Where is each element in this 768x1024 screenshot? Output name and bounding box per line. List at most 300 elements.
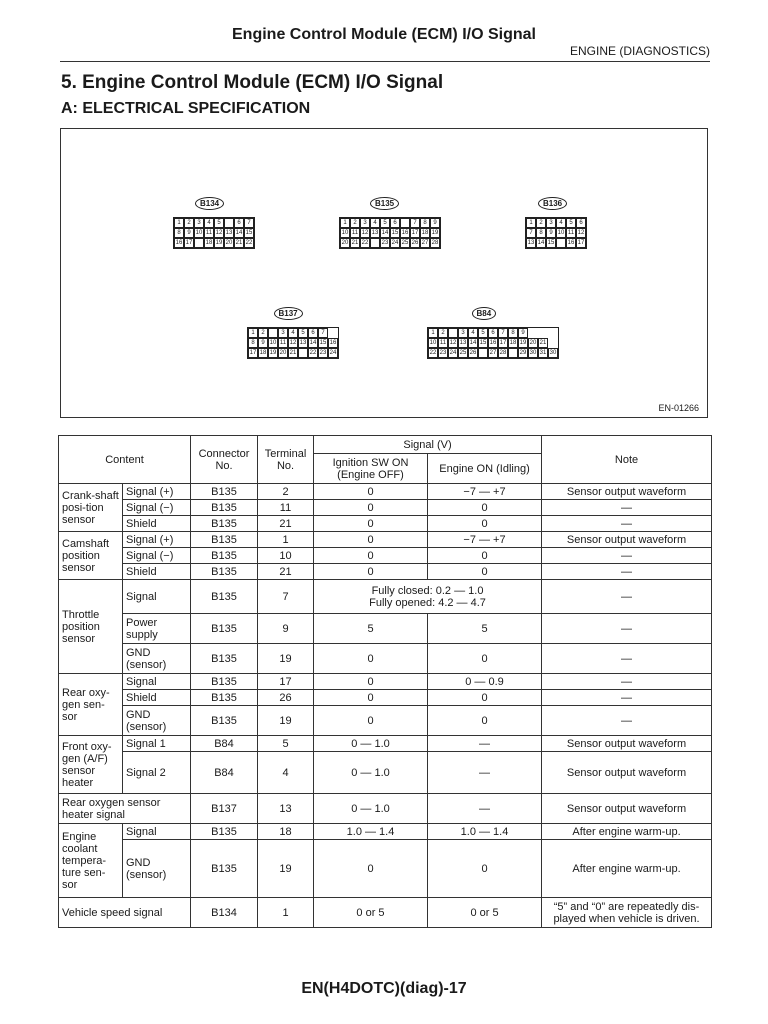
content-name: Throttle position sensor — [59, 580, 123, 674]
terminal-no: 19 — [258, 840, 314, 898]
header-connector: Connector No. — [191, 436, 258, 484]
connector-pin: 12 — [577, 230, 585, 236]
content-name: Rear oxy-gen sen-sor — [59, 674, 123, 736]
header-engine-on: Engine ON (Idling) — [428, 454, 542, 484]
pin-row — [248, 338, 338, 348]
connector-pin: 17 — [499, 340, 507, 346]
connector-pin: 2 — [258, 328, 268, 338]
note: “5” and “0” are repeatedly dis-played when vehicle is driven. — [542, 898, 712, 928]
signal-ignition-on: 0 — [314, 548, 428, 564]
connector-pin: 15 — [319, 340, 327, 346]
content-subitem: Shield — [123, 564, 191, 580]
connector-pin: 23 — [381, 240, 389, 246]
connector-pin: 2 — [536, 218, 546, 228]
terminal-no: 13 — [258, 794, 314, 824]
connector-pin — [370, 238, 380, 248]
signal-engine-on: 0 — [428, 500, 542, 516]
content-name: Crank-shaft posi-tion sensor — [59, 484, 123, 532]
content-name: Camshaft position sensor — [59, 532, 123, 580]
table-row — [59, 580, 712, 614]
signal-engine-on: 0 — [428, 644, 542, 674]
signal-ignition-on: 5 — [314, 614, 428, 644]
connector-no: B135 — [191, 548, 258, 564]
connector-pin: 20 — [279, 350, 287, 356]
connector-no: B135 — [191, 580, 258, 614]
connector-pin: 14 — [309, 340, 317, 346]
connector-pin: 20 — [529, 340, 537, 346]
connector-pin: 6 — [390, 218, 400, 228]
connector-pin: 16 — [175, 240, 183, 246]
connector-pin: 17 — [249, 350, 257, 356]
pin-row — [340, 228, 440, 238]
table-row — [59, 532, 712, 548]
content-name: Vehicle speed signal — [59, 898, 191, 928]
connector-pin: 8 — [248, 338, 258, 348]
header-signal: Signal (V) — [314, 436, 542, 454]
connector-pin: 24 — [391, 240, 399, 246]
table-row — [59, 548, 712, 564]
connector-pin: 13 — [459, 340, 467, 346]
connector-pin: 17 — [411, 230, 419, 236]
signal-ignition-on: 0 — [314, 644, 428, 674]
content-subitem: Signal (+) — [123, 532, 191, 548]
signal-ignition-on: 0 — [314, 484, 428, 500]
page-header-section: ENGINE (DIAGNOSTICS) — [569, 44, 710, 58]
connector-pin: 3 — [360, 218, 370, 228]
signal-engine-on: −7 — +7 — [428, 484, 542, 500]
connector-pin: 16 — [489, 340, 497, 346]
connector-pin: 20 — [225, 240, 233, 246]
signal-ignition-on: 0 — [314, 674, 428, 690]
connector-pin: 3 — [194, 218, 204, 228]
pin-row — [526, 238, 586, 248]
pin-row — [526, 218, 586, 228]
connector-pin: 15 — [245, 230, 253, 236]
signal-ignition-on: 0 — [314, 500, 428, 516]
signal-engine-on: — — [428, 752, 542, 794]
pin-row — [340, 238, 440, 248]
note: — — [542, 580, 712, 614]
connector-pin: 9 — [184, 228, 194, 238]
connector-pin: 26 — [411, 240, 419, 246]
connector-pin — [224, 218, 234, 228]
connector-label: B136 — [538, 197, 567, 210]
connector-pin: 28 — [499, 350, 507, 356]
connector-pin: 3 — [458, 328, 468, 338]
terminal-no: 19 — [258, 706, 314, 736]
connector-pin: 5 — [298, 328, 308, 338]
signal-ignition-on: 0 or 5 — [314, 898, 428, 928]
connector-no: B84 — [191, 736, 258, 752]
diagram-code: EN-01266 — [658, 403, 699, 413]
table-row — [59, 736, 712, 752]
connector-pin-block — [247, 327, 339, 359]
pin-row — [248, 328, 338, 338]
connector-pin: 19 — [431, 230, 439, 236]
terminal-no: 2 — [258, 484, 314, 500]
connector-pin: 7 — [318, 328, 328, 338]
connector-pin: 8 — [508, 328, 518, 338]
connector-pin: 18 — [421, 230, 429, 236]
content-subitem: Shield — [123, 516, 191, 532]
pin-row — [340, 218, 440, 228]
connector-label: B134 — [195, 197, 224, 210]
connector-pin: 19 — [215, 240, 223, 246]
note: — — [542, 614, 712, 644]
header-content: Content — [59, 436, 191, 484]
connector-no: B135 — [191, 706, 258, 736]
signal-merged: Fully closed: 0.2 — 1.0 Fully opened: 4.2 — 4.7 — [314, 580, 542, 614]
connector-pin: 10 — [341, 230, 349, 236]
connector-pin: 6 — [488, 328, 498, 338]
subsection-title: A: ELECTRICAL SPECIFICATION — [61, 100, 311, 117]
note: — — [542, 690, 712, 706]
connector-pin: 19 — [519, 340, 527, 346]
connector-pin: 6 — [308, 328, 318, 338]
note: — — [542, 564, 712, 580]
content-name: Engine coolant tempera-ture sen-sor — [59, 824, 123, 898]
connector-pin — [478, 348, 488, 358]
connector-pin: 1 — [174, 218, 184, 228]
terminal-no: 11 — [258, 500, 314, 516]
signal-engine-on: 0 — [428, 564, 542, 580]
connector-pin: 22 — [361, 240, 369, 246]
signal-ignition-on: 0 — [314, 532, 428, 548]
connector-pin: 7 — [410, 218, 420, 228]
content-subitem: Signal (+) — [123, 484, 191, 500]
pin-row — [428, 338, 558, 348]
terminal-no: 21 — [258, 516, 314, 532]
connector-pin: 11 — [205, 230, 213, 236]
connector-pin: 10 — [269, 340, 277, 346]
connector-pin: 13 — [371, 230, 379, 236]
connector-pin — [194, 238, 204, 248]
signal-ignition-on: 0 — 1.0 — [314, 752, 428, 794]
signal-ignition-on: 0 — 1.0 — [314, 794, 428, 824]
connector-pin: 13 — [299, 340, 307, 346]
table-row — [59, 824, 712, 840]
connector-pin: 17 — [577, 240, 585, 246]
connector-pin: 22 — [245, 240, 253, 246]
connector-pin: 26 — [469, 350, 477, 356]
content-subitem: Signal (−) — [123, 548, 191, 564]
pin-row — [526, 228, 586, 238]
connector-pin — [268, 328, 278, 338]
connector-pin — [400, 218, 410, 228]
terminal-no: 9 — [258, 614, 314, 644]
connector-pin: 23 — [439, 350, 447, 356]
connector-pin — [448, 328, 458, 338]
connector-pin: 24 — [329, 350, 337, 356]
signal-ignition-on: 0 — [314, 516, 428, 532]
signal-ignition-on: 0 — [314, 840, 428, 898]
connector-pin: 28 — [431, 240, 439, 246]
table-row — [59, 564, 712, 580]
terminal-no: 1 — [258, 898, 314, 928]
connector-pin: 5 — [380, 218, 390, 228]
connector-pin: 7 — [526, 228, 536, 238]
connector-pin: 31 — [539, 350, 547, 356]
connector-pin: 18 — [205, 240, 213, 246]
connector-pin: 5 — [214, 218, 224, 228]
terminal-no: 19 — [258, 644, 314, 674]
connector-pin: 25 — [459, 350, 467, 356]
connector-pin: 27 — [489, 350, 497, 356]
table-row — [59, 898, 712, 928]
connector-pin: 25 — [401, 240, 409, 246]
terminal-no: 26 — [258, 690, 314, 706]
content-subitem: Signal — [123, 580, 191, 614]
connector-pin: 10 — [429, 340, 437, 346]
content-name: Front oxy-gen (A/F) sensor heater — [59, 736, 123, 794]
content-subitem: Signal — [123, 674, 191, 690]
connector-pin: 23 — [319, 350, 327, 356]
connector-pin: 13 — [527, 240, 535, 246]
connector-pin: 4 — [556, 218, 566, 228]
signal-engine-on: 1.0 — 1.4 — [428, 824, 542, 840]
note: Sensor output waveform — [542, 532, 712, 548]
connector-pin: 9 — [546, 228, 556, 238]
connector-pin: 13 — [225, 230, 233, 236]
note: — — [542, 548, 712, 564]
pin-row — [174, 228, 254, 238]
signal-engine-on: 0 — 0.9 — [428, 674, 542, 690]
connector-pin: 22 — [309, 350, 317, 356]
connector-pin: 1 — [248, 328, 258, 338]
connector-no: B135 — [191, 824, 258, 840]
note: Sensor output waveform — [542, 736, 712, 752]
connector-pin: 8 — [536, 228, 546, 238]
connector-pin: 8 — [174, 228, 184, 238]
connector-pin: 10 — [195, 230, 203, 236]
connector-no: B84 — [191, 752, 258, 794]
connector-pin: 30 — [529, 350, 537, 356]
terminal-no: 7 — [258, 580, 314, 614]
connector-pin: 2 — [438, 328, 448, 338]
terminal-no: 1 — [258, 532, 314, 548]
connector-no: B135 — [191, 644, 258, 674]
connector-pin — [298, 348, 308, 358]
connector-pin: 8 — [420, 218, 430, 228]
terminal-no: 17 — [258, 674, 314, 690]
connector-pin: 18 — [259, 350, 267, 356]
note: Sensor output waveform — [542, 484, 712, 500]
connector-pin: 12 — [361, 230, 369, 236]
page-header-title: Engine Control Module (ECM) I/O Signal — [232, 26, 536, 43]
connector-pin: 4 — [468, 328, 478, 338]
connector-pin: 1 — [340, 218, 350, 228]
signal-ignition-on: 0 — [314, 690, 428, 706]
connector-label: B84 — [472, 307, 497, 320]
connector-pin: 30 — [549, 350, 557, 356]
signal-ignition-on: 0 — [314, 564, 428, 580]
connector-pin: 12 — [449, 340, 457, 346]
connector-no: B135 — [191, 614, 258, 644]
connector-pin: 4 — [288, 328, 298, 338]
header-ignition-on: Ignition SW ON (Engine OFF) — [314, 454, 428, 484]
connector-pin: 4 — [204, 218, 214, 228]
connector-pin: 11 — [279, 340, 287, 346]
connector-pin: 10 — [557, 230, 565, 236]
pin-row — [174, 218, 254, 228]
connector-pin: 22 — [429, 350, 437, 356]
terminal-no: 21 — [258, 564, 314, 580]
signal-engine-on: 0 — [428, 516, 542, 532]
connector-pin: 2 — [350, 218, 360, 228]
connector-pin: 20 — [341, 240, 349, 246]
connector-pin: 2 — [184, 218, 194, 228]
connector-pin: 15 — [391, 230, 399, 236]
connector-pin: 9 — [258, 338, 268, 348]
signal-engine-on: 0 — [428, 548, 542, 564]
connector-pin: 16 — [567, 240, 575, 246]
signal-engine-on: −7 — +7 — [428, 532, 542, 548]
connector-pin: 15 — [547, 240, 555, 246]
connector-pin: 14 — [381, 230, 389, 236]
header-note: Note — [542, 436, 712, 484]
connector-pin: 7 — [244, 218, 254, 228]
signal-engine-on: — — [428, 794, 542, 824]
connector-pin: 12 — [215, 230, 223, 236]
connector-pin: 4 — [370, 218, 380, 228]
connector-pin-block — [525, 217, 587, 249]
content-subitem: Power supply — [123, 614, 191, 644]
connector-no: B135 — [191, 500, 258, 516]
connector-pin: 9 — [518, 328, 528, 338]
connector-pin: 16 — [329, 340, 337, 346]
table-row — [59, 674, 712, 690]
signal-ignition-on: 0 — [314, 706, 428, 736]
note: — — [542, 516, 712, 532]
connector-pin: 11 — [439, 340, 447, 346]
content-subitem: GND (sensor) — [123, 706, 191, 736]
table-row — [59, 794, 712, 824]
note: — — [542, 674, 712, 690]
table-row — [59, 752, 712, 794]
signal-engine-on: 0 — [428, 706, 542, 736]
connector-pin: 14 — [469, 340, 477, 346]
table-row — [59, 644, 712, 674]
connector-pin: 12 — [289, 340, 297, 346]
connector-no: B135 — [191, 840, 258, 898]
table-row — [59, 500, 712, 516]
note: Sensor output waveform — [542, 752, 712, 794]
signal-ignition-on: 0 — 1.0 — [314, 736, 428, 752]
connector-pin: 18 — [509, 340, 517, 346]
signal-engine-on: 0 — [428, 840, 542, 898]
table-row — [59, 484, 712, 500]
connector-no: B135 — [191, 484, 258, 500]
table-row — [59, 614, 712, 644]
content-subitem: Signal (−) — [123, 500, 191, 516]
page-footer: EN(H4DOTC)(diag)-17 — [301, 980, 467, 997]
io-signal-table — [58, 435, 712, 928]
content-subitem: Signal 2 — [123, 752, 191, 794]
header-divider — [60, 61, 710, 62]
content-name: Rear oxygen sensor heater signal — [59, 794, 191, 824]
connector-pin: 21 — [235, 240, 243, 246]
connector-pin: 5 — [566, 218, 576, 228]
terminal-no: 5 — [258, 736, 314, 752]
connector-pin — [556, 238, 566, 248]
connector-pin-block — [427, 327, 559, 359]
signal-engine-on: 0 — [428, 690, 542, 706]
connector-pin: 3 — [546, 218, 556, 228]
connector-pin: 17 — [185, 240, 193, 246]
table-row — [59, 516, 712, 532]
header-terminal: Terminal No. — [258, 436, 314, 484]
connector-pin: 14 — [235, 230, 243, 236]
connector-pin: 3 — [278, 328, 288, 338]
connector-pin: 21 — [351, 240, 359, 246]
note: Sensor output waveform — [542, 794, 712, 824]
content-subitem: Signal 1 — [123, 736, 191, 752]
connector-pin: 16 — [401, 230, 409, 236]
note: — — [542, 644, 712, 674]
content-subitem: GND (sensor) — [123, 644, 191, 674]
content-subitem: Shield — [123, 690, 191, 706]
connector-pin: 21 — [289, 350, 297, 356]
connector-no: B135 — [191, 674, 258, 690]
connector-no: B134 — [191, 898, 258, 928]
connector-pin: 11 — [567, 230, 575, 236]
table-row — [59, 840, 712, 898]
table-row — [59, 706, 712, 736]
note: After engine warm-up. — [542, 840, 712, 898]
connector-pin: 14 — [537, 240, 545, 246]
note: — — [542, 500, 712, 516]
signal-engine-on: — — [428, 736, 542, 752]
note: — — [542, 706, 712, 736]
connector-pin: 27 — [421, 240, 429, 246]
connector-pin: 21 — [539, 340, 547, 346]
pin-row — [428, 328, 558, 338]
connector-pin: 29 — [519, 350, 527, 356]
signal-engine-on: 5 — [428, 614, 542, 644]
connector-no: B135 — [191, 516, 258, 532]
connector-pin: 19 — [269, 350, 277, 356]
signal-ignition-on: 1.0 — 1.4 — [314, 824, 428, 840]
connector-no: B135 — [191, 690, 258, 706]
connector-pin: 9 — [430, 218, 440, 228]
pin-row — [248, 348, 338, 358]
connector-pin: 1 — [526, 218, 536, 228]
connector-pin: 6 — [234, 218, 244, 228]
connector-pin: 15 — [479, 340, 487, 346]
connector-no: B137 — [191, 794, 258, 824]
pin-row — [174, 238, 254, 248]
pin-row — [428, 348, 558, 358]
signal-engine-on: 0 or 5 — [428, 898, 542, 928]
connector-pin: 6 — [576, 218, 586, 228]
connector-pin: 24 — [449, 350, 457, 356]
connector-no: B135 — [191, 564, 258, 580]
connector-pin: 5 — [478, 328, 488, 338]
connector-pin: 11 — [351, 230, 359, 236]
connector-pin: 1 — [428, 328, 438, 338]
table-row — [59, 690, 712, 706]
connector-pin — [508, 348, 518, 358]
connector-label: B137 — [274, 307, 303, 320]
connector-no: B135 — [191, 532, 258, 548]
connector-diagram — [60, 128, 708, 418]
terminal-no: 10 — [258, 548, 314, 564]
section-title: 5. Engine Control Module (ECM) I/O Signal — [61, 72, 444, 93]
connector-pin-block — [339, 217, 441, 249]
terminal-no: 18 — [258, 824, 314, 840]
connector-pin-block — [173, 217, 255, 249]
content-subitem: Signal — [123, 824, 191, 840]
